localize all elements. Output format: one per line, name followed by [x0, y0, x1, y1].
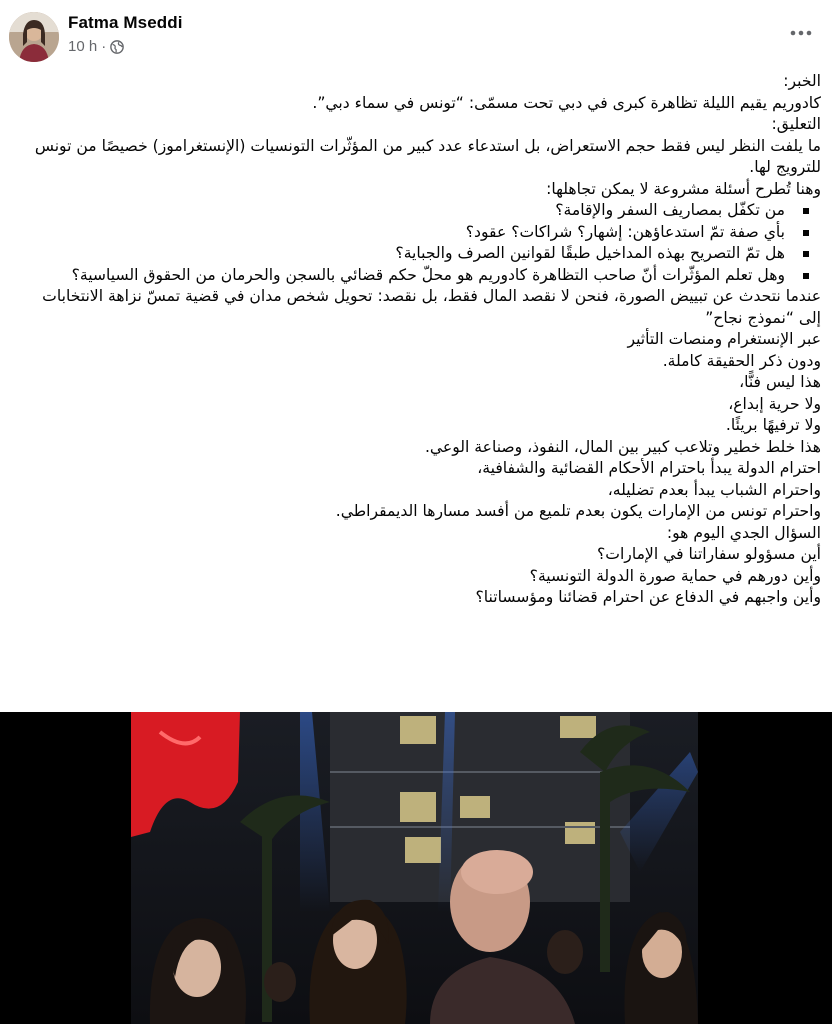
text-line: احترام الدولة يبدأ باحترام الأحكام القضائية والشفافية، — [477, 459, 821, 477]
text-line: ودون ذكر الحقيقة كاملة. — [662, 351, 821, 370]
text-line: وهنا تُطرح أسئلة مشروعة لا يمكن تجاهلها: — [546, 179, 821, 198]
text-line: عندما نتحدث عن تبييض الصورة، فنحن لا نقصد المال فقط، بل نقصد: تحويل شخص مدان في قضية تمسّ نزاهة الانتخابات — [42, 287, 821, 305]
post-photo[interactable] — [0, 712, 832, 1024]
text-line: أين مسؤولو سفاراتنا في الإمارات؟ — [597, 545, 821, 563]
list-item: من تكفّل بمصاريف السفر والإقامة؟ — [16, 200, 821, 222]
text-line: واحترام الشباب يبدأ بعدم تضليله، — [607, 480, 821, 499]
text-line: الخبر: — [783, 72, 821, 90]
text-line: وأين دورهم في حماية صورة الدولة التونسية؟ — [529, 566, 821, 585]
question-list — [16, 200, 821, 286]
post-meta — [68, 38, 124, 55]
text-line: ولا ترفيهًا بريئًا. — [725, 416, 821, 434]
globe-icon[interactable] — [110, 40, 124, 54]
text-line: وأين واجبهم في الدفاع عن احترام قضائنا ومؤسساتنا؟ — [475, 588, 821, 606]
meta-separator: · — [101, 38, 107, 55]
author-name[interactable]: Fatma Mseddi — [68, 13, 183, 32]
text-line: واحترام تونس من الإمارات يكون بعدم تلميع من أفسد مسارها الديمقراطي. — [335, 502, 821, 520]
list-item: وهل تعلم المؤثّرات أنّ صاحب التظاهرة كادوريم هو محلّ حكم قضائي بالسجن والحرمان من الحقوق السياسية؟ — [16, 265, 821, 287]
text-line: ما يلفت النظر ليس فقط حجم الاستعراض، بل استدعاء عدد كبير من المؤثّرات التونسيات (الإنستغراموز) خصيصًا من تونس للترويج لها. — [34, 136, 821, 176]
text-line: هذا ليس فنًّا، — [739, 373, 821, 391]
post-time[interactable]: 10 h — [68, 38, 98, 55]
list-item: بأي صفة تمّ استدعاؤهن: إشهار؟ شراكات؟ عقود؟ — [16, 222, 821, 244]
text-line: كادوريم يقيم الليلة تظاهرة كبرى في دبي تحت مسمّى: “تونس في سماء دبي”. — [312, 93, 821, 112]
text-line: السؤال الجدي اليوم هو: — [666, 523, 821, 542]
text-line: ولا حرية إبداع، — [728, 394, 821, 413]
text-line: عبر الإنستغرام ومنصات التأثير — [627, 330, 821, 348]
text-line: هذا خلط خطير وتلاعب كبير بين المال، النفوذ، وصناعة الوعي. — [424, 437, 821, 456]
text-line: إلى “نموذج نجاح” — [705, 308, 821, 327]
post-text — [16, 71, 821, 609]
more-options-icon[interactable] — [786, 18, 816, 48]
list-item: هل تمّ التصريح بهذه المداخيل طبقًا لقوانين الصرف والجباية؟ — [16, 243, 821, 265]
text-line: التعليق: — [771, 115, 821, 133]
post-header — [0, 0, 832, 70]
author-avatar[interactable] — [9, 12, 59, 62]
